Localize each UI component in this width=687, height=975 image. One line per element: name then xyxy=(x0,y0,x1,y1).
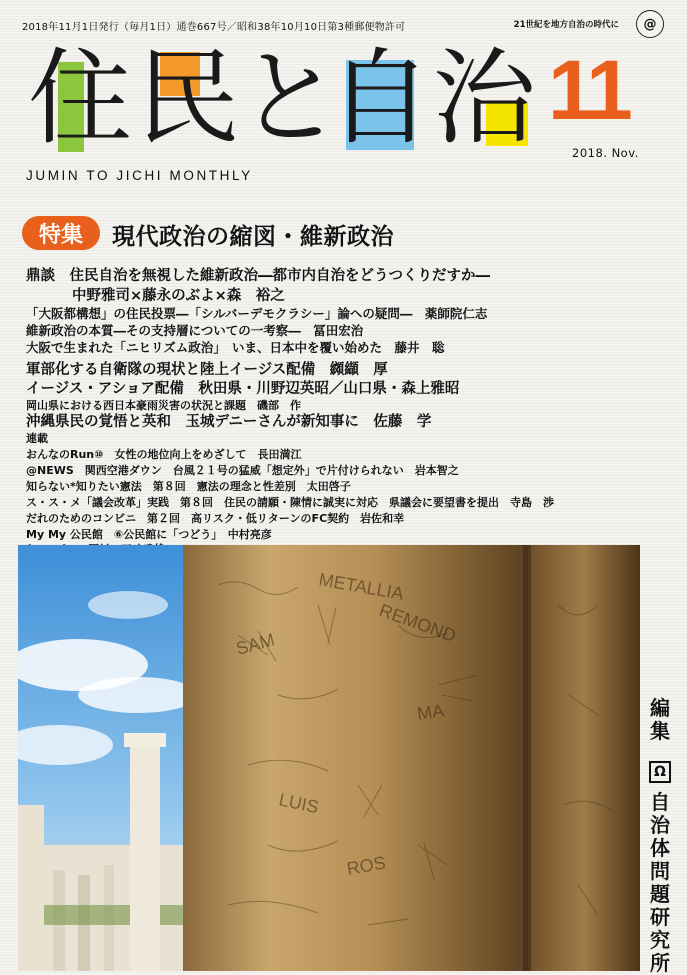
publisher-name-char: 究 xyxy=(650,928,670,952)
svg-text:LUIS: LUIS xyxy=(277,789,321,818)
publisher-name-char: 体 xyxy=(650,836,670,860)
toc-line-article: 岡山県における西日本豪雨災害の状況と課題 磯部 作 xyxy=(26,399,301,412)
toc-line-article: 軍部化する自衛隊の現状と陸上イージス配備 纐纈 厚 xyxy=(26,362,388,378)
tagline: 21世紀を地方自治の時代に xyxy=(513,20,619,30)
publisher-name-char: 問 xyxy=(650,859,670,883)
publication-info: 2018年11月1日発行（毎月1日）通巻667号／昭和38年10月10日第3種郵便物許可 xyxy=(22,22,406,33)
toc-line-article: イージス・アショア配備 秋田県・川野辺英昭／山口県・森上雅昭 xyxy=(26,381,460,397)
svg-text:METALLIA: METALLIA xyxy=(317,569,406,604)
issue-date: 2018. Nov. xyxy=(572,146,639,160)
english-title: JUMIN TO JICHI MONTHLY xyxy=(26,168,253,183)
publisher-name-char: 所 xyxy=(650,951,670,975)
toc-line-article: 沖縄県民の覚悟と英和 玉城デニーさんが新知事に 佐藤 学 xyxy=(26,414,432,430)
serials-heading: 連載 xyxy=(26,432,48,445)
publisher-logo-icon: Ω xyxy=(649,761,671,783)
publisher-name-char: 題 xyxy=(650,882,670,906)
editor-label-char: 編 xyxy=(650,696,670,720)
toc-line-serial: My My 公民館 ⑥公民館に「つどう」 中村亮彦 xyxy=(26,528,272,541)
svg-text:REMOND: REMOND xyxy=(376,599,459,647)
masthead-char-4: 自 xyxy=(327,37,432,159)
toc-line-roundtable: 鼎談 住民自治を無視した維新政治―都市内自治をどうつくりだすか― xyxy=(26,268,490,284)
publisher-name-char: 自 xyxy=(650,790,670,814)
tagline-at-icon: @ xyxy=(636,10,664,38)
masthead-char-1: 住 xyxy=(27,37,132,159)
toc-line-serial: だれのためのコンビニ 第２回 高リスク・低リターンのFC契約 岩佐和幸 xyxy=(26,512,405,525)
toc-line-article: 大阪で生まれた「ニヒリズム政治」 いま、日本中を覆い始めた 藤井 聡 xyxy=(26,340,445,355)
masthead-char-2: 民 xyxy=(135,37,240,159)
toc-line-article: 「大阪都構想」の住民投票―「シルバーデモクラシー」論への疑問― 薬師院仁志 xyxy=(26,306,488,321)
toc-line-serial: @NEWS 関西空港ダウン 台風２１号の猛威「想定外」で片付けられない 岩本智之 xyxy=(26,464,459,477)
publisher-name-char: 治 xyxy=(650,813,670,837)
toc-line-serial: おんなのRun⑩ 女性の地位向上をめざして 長田満江 xyxy=(26,448,302,461)
svg-text:MA: MA xyxy=(415,700,446,724)
toc-line-roundtable-names: 中野雅司×藤永のぶよ×森 裕之 xyxy=(72,288,285,304)
masthead-char-5: 治 xyxy=(431,37,536,159)
feature-title: 現代政治の縮図・維新政治 xyxy=(112,224,394,250)
toc-line-serial: ス・ス・メ「議会改革」実践 第８回 住民の請願・陳情に誠実に対応 県議会に要望書を提出 寺島 渉 xyxy=(26,496,554,509)
publisher-name-char: 研 xyxy=(650,905,670,929)
masthead-char-3: と xyxy=(237,37,342,159)
editor-label-char: 集 xyxy=(650,719,670,743)
toc-line-serial: 知らない*知りたい憲法 第８回 憲法の理念と性差別 太田啓子 xyxy=(26,480,351,493)
svg-text:ROS: ROS xyxy=(345,852,388,879)
cover-photo xyxy=(18,545,640,971)
masthead-title xyxy=(24,37,544,162)
issue-number: 11 xyxy=(548,43,629,137)
toc-line-article: 維新政治の本質―その支持層についての一考察― 冨田宏治 xyxy=(26,323,364,338)
editor-credit xyxy=(647,697,673,975)
feature-badge: 特集 xyxy=(22,216,100,250)
svg-text:SAM: SAM xyxy=(233,629,277,659)
